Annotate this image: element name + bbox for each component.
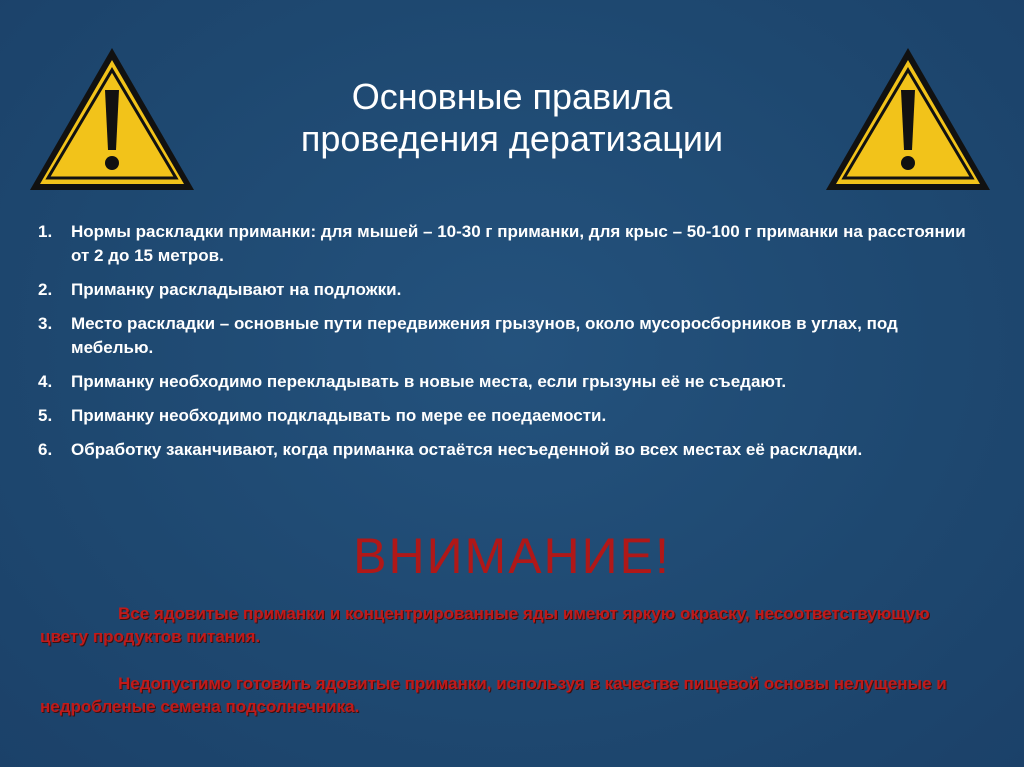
rule-text: Приманку необходимо подкладывать по мере ее поедаемости. [71,406,607,425]
warning-triangle-icon [822,44,994,194]
rule-item [38,220,978,268]
rule-number: 1. [38,222,53,241]
rule-number: 6. [38,440,53,459]
rule-number: 2. [38,280,53,299]
attention-paragraph-sunflower: Недопустимо готовить ядовитые приманки, используя в качестве пищевой основы нелущеные и недробленые семена подсолнечника. [40,674,947,716]
rule-number: 5. [38,406,53,425]
attention-paragraph-colors: Все ядовитые приманки и концентрированные яды имеют яркую окраску, несоответствующую цвету продуктов питания. [40,604,930,646]
rule-item [38,438,978,462]
title-line-1: Основные правила [351,76,673,117]
rule-item [38,312,978,360]
rules-list [38,220,978,472]
rule-number: 3. [38,314,53,333]
rule-text: Место раскладки – основные пути передвижения грызунов, около мусоросборников в углах, под мебелью. [71,314,898,357]
warning-triangle-icon [26,44,198,194]
attention-heading: ВНИМАНИЕ! [353,528,671,584]
rule-item [38,404,978,428]
page-title [200,76,824,160]
rule-item [38,370,978,394]
rule-text: Приманку раскладывают на подложки. [71,280,402,299]
rule-text: Приманку необходимо перекладывать в новые места, если грызуны её не съедают. [71,372,787,391]
title-line-2: проведения дератизации [300,118,724,159]
rule-number: 4. [38,372,53,391]
rule-text: Обработку заканчивают, когда приманка остаётся несъеденной во всех местах её раскладки. [71,440,863,459]
rule-item [38,278,978,302]
rule-text: Нормы раскладки приманки: для мышей – 10-30 г приманки, для крыс – 50-100 г приманки на расстоянии от 2 до 15 метров. [71,222,966,265]
